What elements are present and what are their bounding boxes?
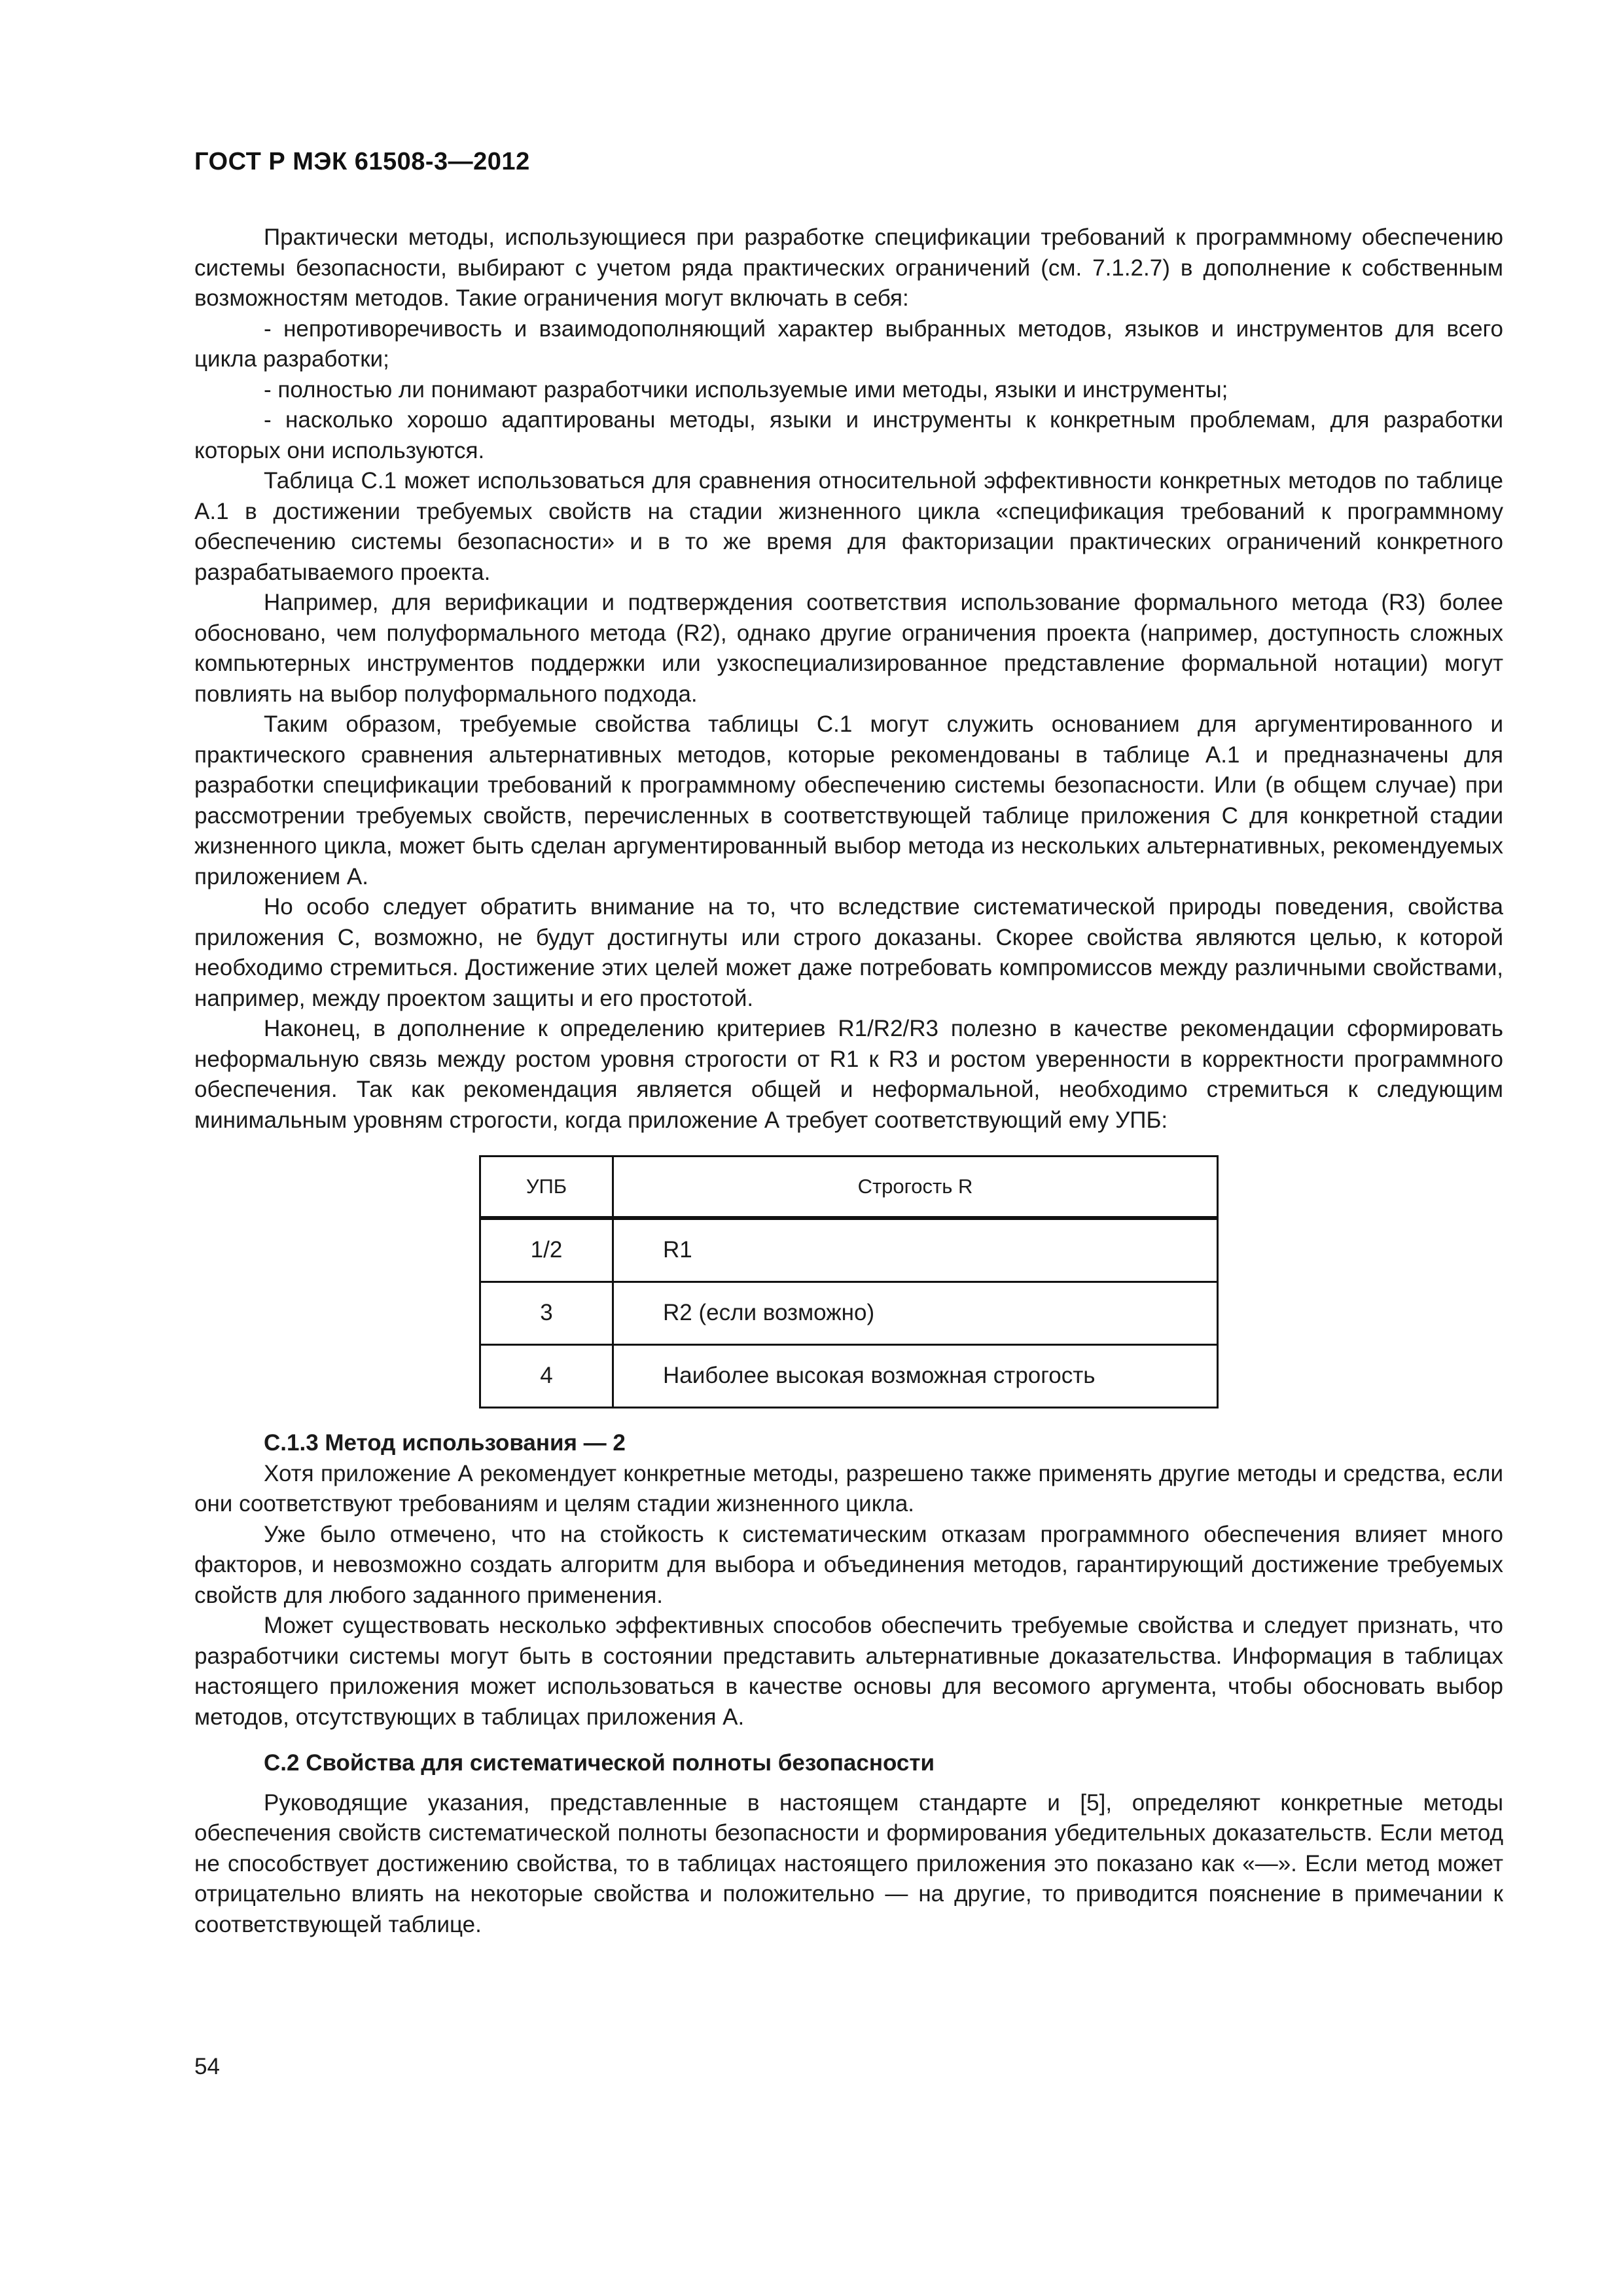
table-header-row [480,1157,1218,1219]
section-heading-c13: С.1.3 Метод использования — 2 [264,1430,626,1456]
paragraph: Хотя приложение А рекомендует конкретные методы, разрешено также применять другие методы и средства, если они соответствуют требованиям и целям стадии жизненного цикла. [194,1460,1503,1516]
table-cell-sil: 4 [480,1345,613,1408]
page-header-title: ГОСТ Р МЭК 61508-3—2012 [194,148,530,175]
page-number: 54 [194,2054,220,2079]
table-row [480,1345,1218,1408]
table-header-cell-sil: УПБ [480,1157,613,1219]
document-body [194,223,1503,1940]
list-item: - насколько хорошо адаптированы методы, языки и инструменты к конкретным проблемам, для разработки которых они используются. [194,407,1503,463]
rigor-table-wrapper [479,1155,1219,1408]
paragraph: Но особо следует обратить внимание на то, что вследствие систематической природы поведения, свойства приложения С, возможно, не будут достигнуты или строго доказаны. Скорее свойства являются целью, к которой необходимо стремиться. Достижение этих целей может даже потребовать компромиссов между различными свойствами, например, между проектом защиты и его простотой. [194,894,1503,1011]
section-heading-c2: С.2 Свойства для систематической полноты безопасности [264,1750,935,1776]
table-row [480,1282,1218,1345]
paragraph: Практически методы, использующиеся при разработке спецификации требований к программному обеспечению системы безопасности, выбирают с учетом ряда практических ограничений (см. 7.1.2.7) в дополнение к собственным возможностям методов. Такие ограничения могут включать в себя: [194,224,1503,311]
sil-rigor-table [479,1155,1219,1408]
table-header-cell-rigor: Строгость R [613,1157,1218,1219]
paragraph: Руководящие указания, представленные в настоящем стандарте и [5], определяют конкретные методы обеспечения свойств систематической полноты безопасности и формирования убедительных доказательств. Если метод не способствует достижению свойства, то в таблицах настоящего приложения это показано как «—». Если метод может отрицательно влиять на некоторые свойства и положительно — на другие, то приводится пояснение в примечании к соответствующей таблице. [194,1789,1503,1937]
paragraph: Например, для верификации и подтверждения соответствия использование формального метода (R3) более обосновано, чем полуформального метода (R2), однако другие ограничения проекта (например, доступность сложных компьютерных инструментов поддержки или узкоспециализированное представление формальной нотации) могут повлиять на выбор полуформального подхода. [194,590,1503,707]
paragraph: Может существовать несколько эффективных способов обеспечить требуемые свойства и следует признать, что разработчики системы могут быть в состоянии представить альтернативные доказательства. Информация в таблицах настоящего приложения может использоваться в качестве основы для весомого аргумента, чтобы обосновать выбор методов, отсутствующих в таблицах приложения А. [194,1613,1503,1730]
paragraph: Уже было отмечено, что на стойкость к систематическим отказам программного обеспечения влияет много факторов, и невозможно создать алгоритм для выбора и объединения методов, гарантирующий достижение требуемых свойств для любого заданного применения. [194,1521,1503,1608]
table-cell-rigor: R1 [613,1218,1218,1282]
table-cell-rigor: R2 (если возможно) [613,1282,1218,1345]
table-cell-sil: 1/2 [480,1218,613,1282]
paragraph: Таким образом, требуемые свойства таблицы С.1 могут служить основанием для аргументированного и практического сравнения альтернативных методов, которые рекомендованы в таблице А.1 и предназначены для разработки спецификации требований к программному обеспечению системы безопасности. Или (в общем случае) при рассмотрении требуемых свойств, перечисленных в соответствующей таблице приложения С для конкретной стадии жизненного цикла, может быть сделан аргументированный выбор метода из нескольких альтернативных, рекомендуемых приложением А. [194,711,1503,889]
list-item: - непротиворечивость и взаимодополняющий характер выбранных методов, языков и инструментов для всего цикла разработки; [194,315,1503,372]
table-cell-sil: 3 [480,1282,613,1345]
table-cell-rigor: Наиболее высокая возможная строгость [613,1345,1218,1408]
table-row [480,1218,1218,1282]
paragraph: Таблица С.1 может использоваться для сравнения относительной эффективности конкретных методов по таблице А.1 в достижении требуемых свойств на стадии жизненного цикла «спецификация требований к программному обеспечению системы безопасности» и в то же время для факторизации практических ограничений конкретного разрабатываемого проекта. [194,468,1503,585]
list-item: - полностью ли понимают разработчики используемые ими методы, языки и инструменты; [264,376,1228,403]
paragraph: Наконец, в дополнение к определению критериев R1/R2/R3 полезно в качестве рекомендации сформировать неформальную связь между ростом уровня строгости от R1 к R3 и ростом уверенности в корректности программного обеспечения. Так как рекомендация является общей и неформальной, необходимо стремиться к следующим минимальным уровням строгости, когда приложение А требует соответствующий ему УПБ: [194,1016,1503,1133]
